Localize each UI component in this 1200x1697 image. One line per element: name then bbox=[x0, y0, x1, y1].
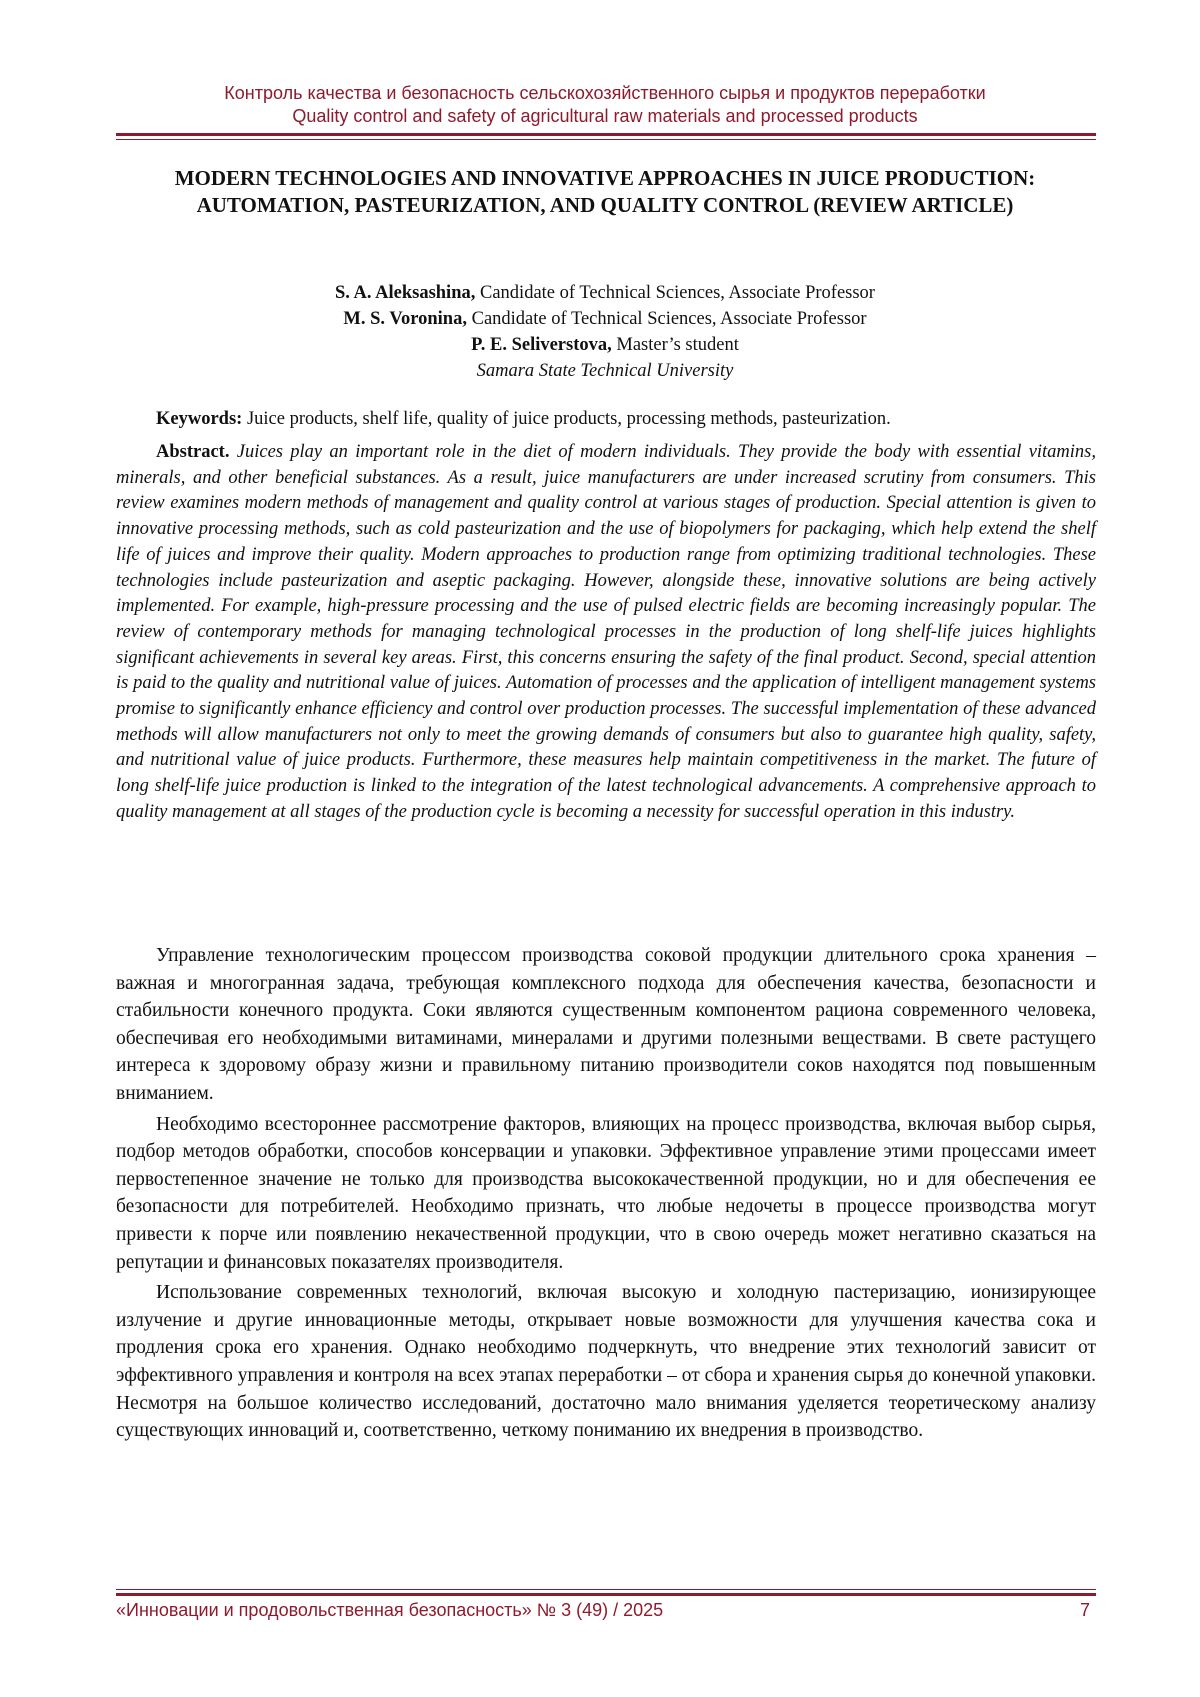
keywords bbox=[116, 406, 1096, 432]
footer-rule-thin bbox=[116, 1589, 1096, 1590]
author-role: Candidate of Technical Sciences, Associate Professor bbox=[480, 283, 875, 303]
header-rule-thin bbox=[116, 139, 1096, 140]
keywords-label: Keywords: bbox=[156, 409, 243, 429]
footer-rule-thick bbox=[116, 1593, 1096, 1596]
author-line bbox=[120, 306, 1090, 332]
keywords-text: Juice products, shelf life, quality of juice products, processing methods, pasteurization. bbox=[246, 409, 891, 429]
article-title: MODERN TECHNOLOGIES AND INNOVATIVE APPROACHES IN JUICE PRODUCTION: AUTOMATION, PASTEURIZATION, AND QUALITY CONTROL (REVIEW ARTICLE) bbox=[174, 166, 1036, 217]
article-body bbox=[116, 942, 1096, 1448]
author-role: Master’s student bbox=[616, 335, 739, 355]
author-name: M. S. Voronina, bbox=[343, 309, 467, 329]
header-line-ru: Контроль качества и безопасность сельскохозяйственного сырья и продуктов переработки bbox=[224, 83, 986, 103]
page-number: 7 bbox=[1079, 1600, 1090, 1620]
body-paragraph: Управление технологическим процессом производства соковой продукции длительного срока хранения – важная и многогранная задача, требующая комплексного подхода для обеспечения качества, безопасности и стабильности конечного продукта. Соки являются существенным компонентом рациона современного человека, обеспечивая его необходимыми витаминами, минералами и другими полезными веществами. В свете растущего интереса к здоровому образу жизни и правильному питанию производители соков находятся под повышенным вниманием. bbox=[116, 945, 1096, 1104]
header-rule-thick bbox=[116, 133, 1096, 136]
affiliation: Samara State Technical University bbox=[476, 361, 734, 381]
author-line bbox=[120, 332, 1090, 358]
author-line bbox=[120, 280, 1090, 306]
body-paragraph: Необходимо всестороннее рассмотрение факторов, влияющих на процесс производства, включая выбор сырья, подбор методов обработки, способов консервации и упаковки. Эффективное управление этими процессами имеет первостепенное значение не только для производства высококачественной продукции, но и для обеспечения ее безопасности для потребителей. Необходимо признать, что любые недочеты в процессе производства могут привести к порче или появлению некачественной продукции, что в свою очередь может негативно сказаться на репутации и финансовых показателях производителя. bbox=[116, 1113, 1096, 1273]
running-header bbox=[110, 82, 1100, 128]
abstract bbox=[116, 440, 1096, 826]
header-line-en: Quality control and safety of agricultural raw materials and processed products bbox=[292, 106, 918, 126]
author-role: Candidate of Technical Sciences, Associate Professor bbox=[471, 309, 867, 329]
body-paragraph: Использование современных технологий, включая высокую и холодную пастеризацию, ионизирующее излучение и другие инновационные методы, открывает новые возможности для улучшения качества сока и продления срока его хранения. Однако необходимо подчеркнуть, что внедрение этих технологий зависит от эффективного управления и контроля на всех этапах переработки – от сбора и хранения сырья до конечной упаковки. Несмотря на большое количество исследований, достаточно мало внимания уделяется теоретическому анализу существующих инноваций и, соответственно, четкому пониманию их внедрения в производство. bbox=[116, 1282, 1096, 1442]
footer-journal: «Инновации и продовольственная безопасность» № 3 (49) / 2025 bbox=[116, 1600, 664, 1620]
author-name: S. A. Aleksashina, bbox=[335, 283, 476, 303]
abstract-text: Juices play an important role in the diet of modern individuals. They provide the body with essential vitamins, minerals, and other beneficial substances. As a result, juice manufacturers are under increased scrutiny from consumers. This review examines modern methods of management and quality control at various stages of production. Special attention is given to innovative processing methods, such as cold pasteurization and the use of biopolymers for packaging, which help extend the shelf life of juices and improve their quality. Modern approaches to production range from optimizing traditional technologies. These technologies include pasteurization and aseptic packaging. However, alongside these, innovative solutions are being actively implemented. For example, high-pressure processing and the use of pulsed electric fields are becoming increasingly popular. The review of contemporary methods for managing technological processes in the production of long shelf-life juices highlights significant achievements in several key areas. First, this concerns ensuring the safety of the final product. Second, special attention is paid to the quality and nutritional value of juices. Automation of processes and the application of intelligent management systems promise to significantly enhance efficiency and control over production processes. The successful implementation of these advanced methods will allow manufacturers not only to meet the growing demands of consumers but also to guarantee high quality, safety, and nutritional value of juice products. Furthermore, these measures help maintain competitiveness in the market. The future of long shelf-life juice production is linked to the integration of the latest technological advancements. A comprehensive approach to quality management at all stages of the production cycle is becoming a necessity for successful operation in this industry. bbox=[116, 442, 1097, 822]
author-name: P. E. Seliverstova, bbox=[471, 335, 612, 355]
abstract-label: Abstract. bbox=[156, 442, 230, 462]
author-block bbox=[120, 280, 1090, 384]
